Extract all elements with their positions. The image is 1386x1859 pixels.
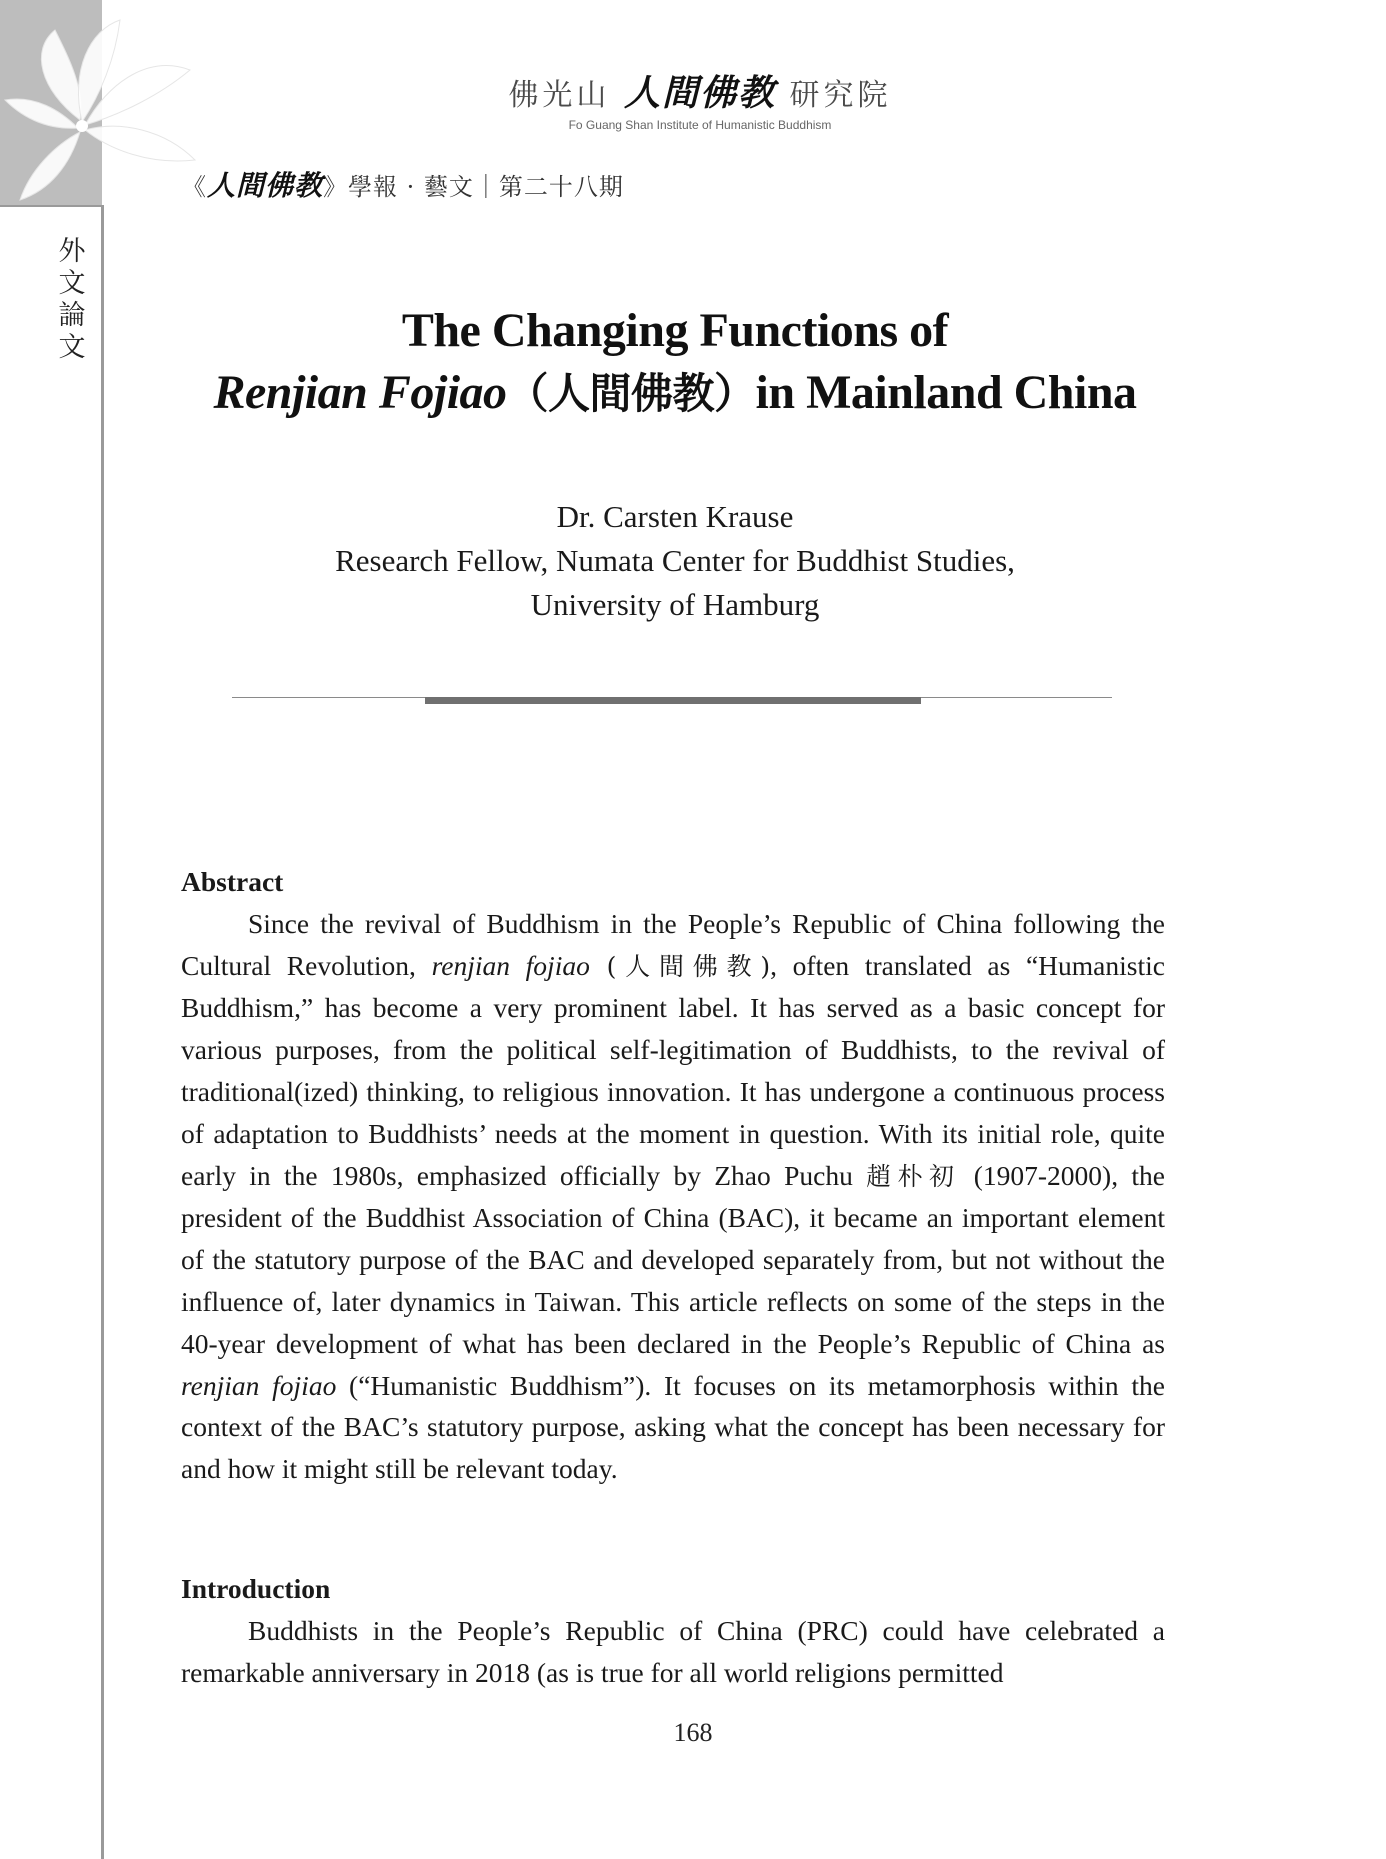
divider-thick [425,697,921,704]
title-line-2-rest: in Mainland China [755,366,1137,419]
page-number: 168 [673,1718,713,1747]
abstract-section [181,861,1165,1490]
author-block [150,495,1200,627]
journal-issue: 》學報 · 藝文｜第二十八期 [323,173,624,201]
institute-cn-suffix: 研究院 [789,78,892,113]
side-label-char: 外 [58,236,86,267]
side-label-char: 文 [58,268,86,299]
section-side-label [52,236,92,364]
title-line-2 [150,362,1200,425]
author-affiliation: University of Hamburg [530,587,820,622]
introduction-heading: Introduction [181,1573,331,1604]
abstract-text-3: (1907-2000), the president of the Buddhist Association of China (BAC), it became an important element of the statutory purpose of the BAC and developed separately from, but not without the influence of, later dynamics in Taiwan. This article reflects on some of the steps in the 40-year development of what has been declared in the People’s Republic of China as [181,1159,1165,1359]
title-line-1: The Changing Functions of [401,304,949,357]
introduction-section [181,1568,1165,1693]
journal-brush-title: 人間佛教 [207,169,324,202]
margin-rule-horizontal [0,205,104,207]
abstract-cn-name: 趙朴初 [866,1161,961,1191]
abstract-paragraph [181,903,1165,1490]
institute-header [490,65,910,132]
author-name: Dr. Carsten Krause [556,499,794,534]
abstract-text-2: , often translated as “Humanistic Buddhism,” has become a very prominent label. It has served as a basic concept for various purposes, from the political self-legitimation of Buddhists, to the revival of traditional(ized) thinking, to religious innovation. It has undergone a continuous process of adaptation to Buddhists’ needs at the moment in question. With its initial role, quite early in the 1980s, emphasized officially by Zhao Puchu [181,949,1165,1191]
abstract-heading: Abstract [181,866,284,897]
institute-name-cn [490,65,910,116]
institute-cn-prefix: 佛光山 [508,78,611,113]
title-italic-term: Renjian Fojiao [213,366,507,419]
abstract-text-1: Since the revival of Buddhism in the People’s Republic of China following the Cultural Revolution, [181,907,1165,981]
side-label-char: 論 [58,300,86,331]
abstract-italic-term-1: renjian fojiao [431,949,590,981]
journal-running-head [182,164,624,204]
article-title [150,300,1200,425]
side-label-char: 文 [58,332,86,363]
author-role: Research Fellow, Numata Center for Buddhist Studies, [335,543,1015,578]
institute-name-en: Fo Guang Shan Institute of Humanistic Buddhism [568,118,832,132]
abstract-cn-term-1: (人間佛教) [589,951,771,981]
journal-open-bracket: 《 [182,173,207,201]
institute-cn-brush: 人間佛教 [623,72,776,114]
abstract-italic-term-2: renjian fojiao [181,1369,337,1401]
title-cn-term: （人間佛教） [506,369,756,418]
introduction-paragraph: Buddhists in the People’s Republic of China (PRC) could have celebrated a remarkable anniversary in 2018 (as is true for all world religions permitted [181,1614,1165,1688]
abstract-text-4: (“Humanistic Buddhism”). It focuses on its metamorphosis within the context of the BAC’s statutory purpose, asking what the concept has been necessary for and how it might still be relevant today. [181,1369,1165,1485]
margin-rule-vertical [101,206,104,1859]
